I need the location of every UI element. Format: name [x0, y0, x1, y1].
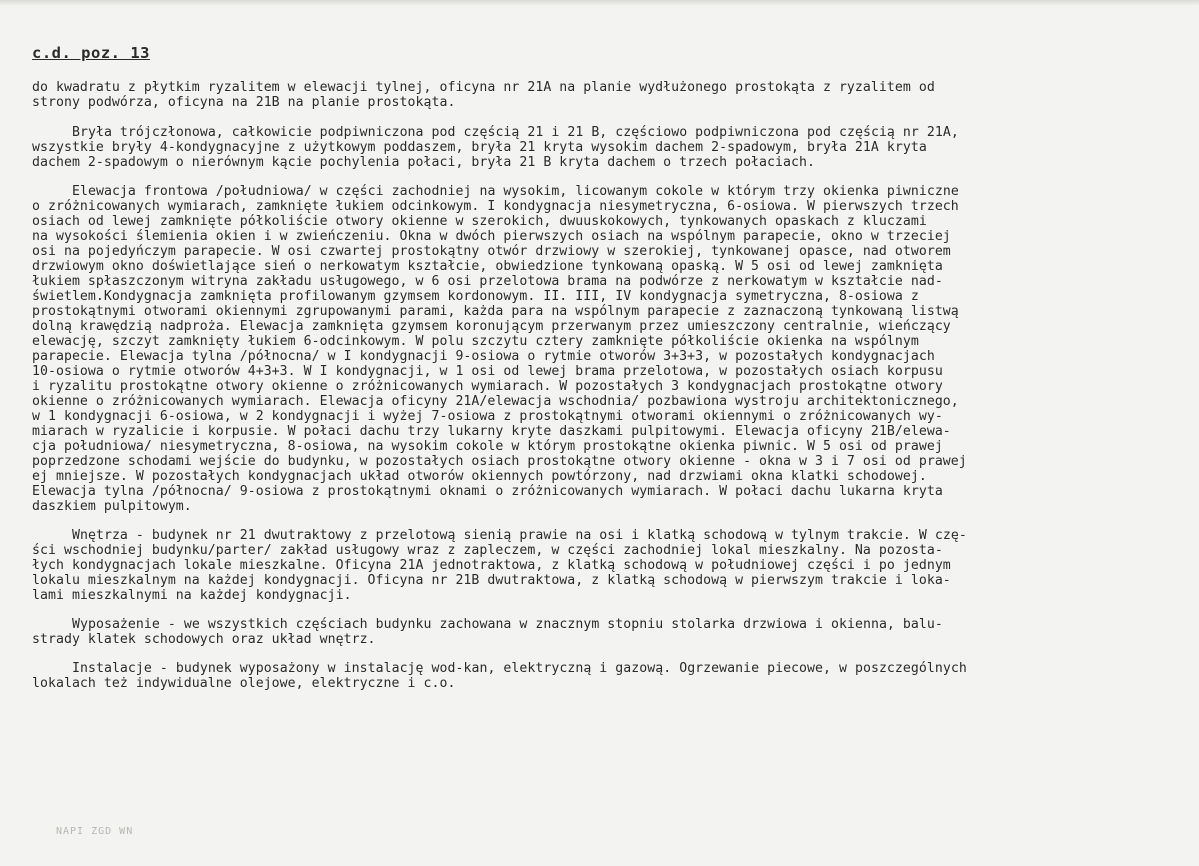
text-line: cja południowa/ niesymetryczna, 8-osiowa, na wysokim cokole w którym prostokątne okienka piwnic. W 5 osi od prawej [32, 439, 943, 454]
page-heading: c.d. poz. 13 [32, 44, 150, 62]
text-line: świetlem.Kondygnacja zamknięta profilowanym gzymsem kordonowym. II. III, IV kondygnacja symetryczna, 8-osiowa z [32, 289, 919, 304]
text-line: miarach w ryzalicie i korpusie. W połaci dachu trzy lukarny kryte daszkami pulpitowymi. Elewacja oficyny 21B/elewa- [32, 424, 951, 439]
text-line: okienne o zróżnicowanych wymiarach. Elewacja oficyny 21A/elewacja wschodnia/ pozbawiona wystroju architektonicznego, [32, 394, 959, 409]
text-line: Elewacja tylna /północna/ 9-osiowa z prostokątnymi oknami o zróżnicowanych wymiarach. W połaci dachu lukarna kryta [32, 484, 943, 499]
text-line: do kwadratu z płytkim ryzalitem w elewacji tylnej, oficyna nr 21A na planie wydłużonego prostokąta z ryzalitem od [32, 80, 935, 95]
text-line: wszystkie bryły 4-kondygnacyjne z użytkowym poddaszem, bryła 21 kryta wysokim dachem 2-spadowym, bryła 21A kryta [32, 140, 927, 155]
text-line: Wnętrza - budynek nr 21 dwutraktowy z przelotową sienią prawie na osi i klatką schodową w tylnym trakcie. W czę- [72, 528, 967, 543]
text-line: poprzedzone schodami wejście do budynku, w pozostałych osiach prostokątne otwory okienne - okna w 3 i 7 osi od prawej [32, 454, 967, 469]
text-line: drzwiowym okno doświetlające sień o nerkowatym kształcie, obwiedzione tynkowaną opaską. W 5 osi od lewej zamknięta [32, 259, 943, 274]
text-line: w 1 kondygnacji 6-osiowa, w 2 kondygnacji i wyżej 7-osiowa z prostokątnymi otworami okiennymi o zróżnicowanych wy- [32, 409, 943, 424]
text-line: 10-osiowa o rytmie otworów 4+3+3. W I kondygnacji, w 1 osi od lewej brama przelotowa, w pozostałych osiach korpusu [32, 364, 943, 379]
text-line: strady klatek schodowych oraz układ wnętrz. [32, 632, 376, 647]
text-line: i ryzalitu prostokątne otwory okienne o zróżnicowanych wymiarach. W pozostałych 3 kondygnacjach prostokątne otwory [32, 379, 943, 394]
text-line: dachem 2-spadowym o nierównym kącie pochylenia połaci, bryła 21 B kryta dachem o trzech połaciach. [32, 155, 815, 170]
faded-stamp: NAPI ZGD WN [56, 826, 134, 837]
scan-edge [0, 0, 1199, 6]
text-line: ści wschodniej budynku/parter/ zakład usługowy wraz z zapleczem, w części zachodniej lokal mieszkalny. Na pozosta- [32, 543, 943, 558]
text-line: parapecie. Elewacja tylna /północna/ w I kondygnacji 9-osiowa o rytmie otworów 3+3+3, w pozostałych kondygnacjach [32, 349, 935, 364]
text-line: na wysokości ślemienia okien i w zwieńczeniu. Okna w dwóch pierwszych osiach na wspólnym parapecie, okno w trzeciej [32, 229, 951, 244]
text-line: daszkiem pulpitowym. [32, 499, 192, 514]
text-line: osi na pojedyńczym parapecie. W osi czwartej prostokątny otwór drzwiowy w szerokiej, tynkowanej opasce, nad otworem [32, 244, 951, 259]
text-line: lami mieszkalnymi na każdej kondygnacji. [32, 588, 352, 603]
text-line: lokalu mieszkalnym na każdej kondygnacji. Oficyna nr 21B dwutraktowa, z klatką schodową w pierwszym trakcie i loka- [32, 573, 951, 588]
text-line: dolną krawędzią nadproża. Elewacja zamknięta gzymsem koronującym przerwanym przez umieszczony centralnie, wieńczący [32, 319, 951, 334]
text-line: prostokątnymi otworami okiennymi zgrupowanymi parami, każda para na wspólnym parapecie z zaznaczoną tynkowaną listwą [32, 304, 959, 319]
text-line: łych kondygnacjach lokale mieszkalne. Oficyna 21A jednotraktowa, z klatką schodową w południowej części i po jednym [32, 558, 951, 573]
text-line: Instalacje - budynek wyposażony w instalację wod-kan, elektryczną i gazową. Ogrzewanie piecowe, w poszczególnych [72, 661, 967, 676]
text-line: osiach od lewej zamknięte półkoliście otwory okienne w szerokich, dwuuskokowych, tynkowanych opaskach z kluczami [32, 214, 927, 229]
text-line: lokalach też indywidualne olejowe, elektryczne i c.o. [32, 676, 456, 691]
text-line: Elewacja frontowa /południowa/ w części zachodniej na wysokim, licowanym cokole w którym trzy okienka piwniczne [72, 184, 959, 199]
text-line: elewację, szczyt zamknięty łukiem 6-odcinkowym. W polu szczytu cztery zamknięte półkoliście okienka na wspólnym [32, 334, 919, 349]
text-line: strony podwórza, oficyna na 21B na planie prostokąta. [32, 95, 456, 110]
text-line: łukiem spłaszczonym witryna zakładu usługowego, w 6 osi przelotowa brama na podwórze z nerkowatym w kształcie nad- [32, 274, 943, 289]
text-line: Wyposażenie - we wszystkich częściach budynku zachowana w znacznym stopniu stolarka drzwiowa i okienna, balu- [72, 617, 943, 632]
text-line: o zróżnicowanych wymiarach, zamknięte łukiem odcinkowym. I kondygnacja niesymetryczna, 6-osiowa. W pierwszych trzech [32, 199, 959, 214]
text-line: ej mniejsze. W pozostałych kondygnacjach układ otworów okiennych powtórzony, nad drzwiami okna klatki schodowej. [32, 469, 927, 484]
text-line: Bryła trójczłonowa, całkowicie podpiwniczona pod częścią 21 i 21 B, częściowo podpiwniczona pod częścią nr 21A, [72, 125, 959, 140]
